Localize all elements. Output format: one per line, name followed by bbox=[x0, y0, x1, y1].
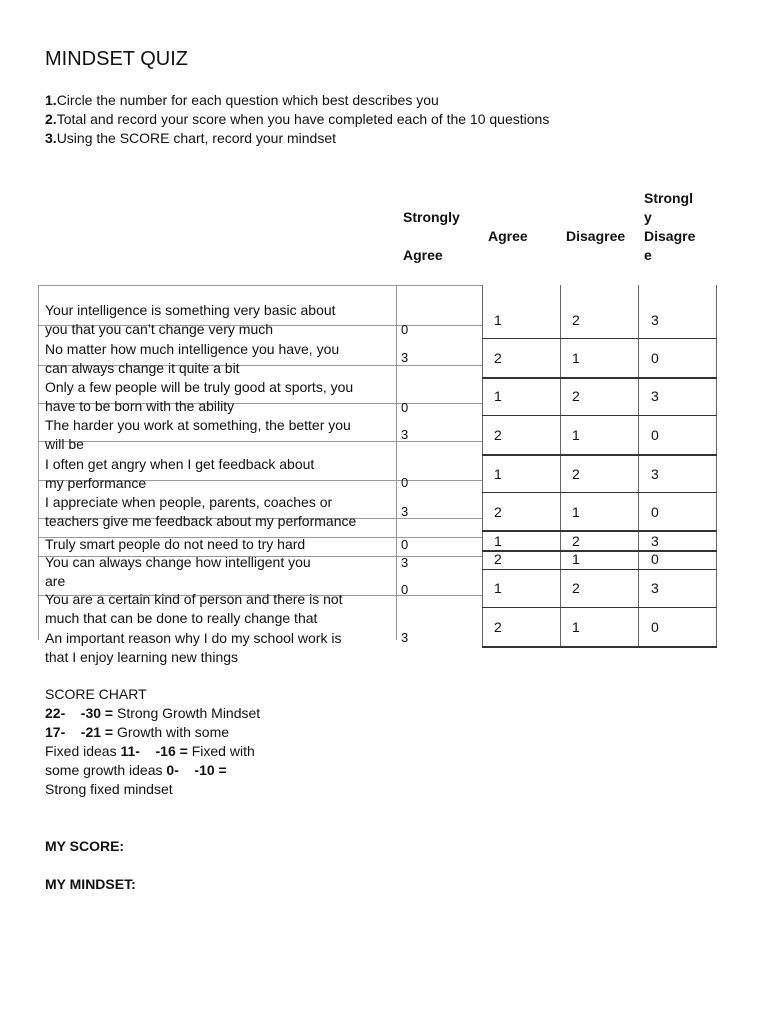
header-strongly-disagree-1: Strongl bbox=[644, 190, 693, 206]
strongly-disagree-value[interactable]: 3 bbox=[651, 388, 659, 404]
strongly-agree-value[interactable]: 3 bbox=[401, 350, 409, 365]
grid-line-vertical bbox=[716, 285, 717, 647]
agree-value[interactable]: 2 bbox=[494, 504, 502, 520]
question-text: that I enjoy learning new things bbox=[45, 649, 239, 665]
header-disagree: Disagree bbox=[566, 228, 626, 244]
disagree-value[interactable]: 1 bbox=[572, 504, 580, 520]
grid-line-horizontal bbox=[482, 530, 717, 532]
strongly-agree-value[interactable]: 0 bbox=[401, 322, 409, 337]
question-text: my performance bbox=[45, 475, 147, 491]
grid-line-vertical bbox=[638, 285, 639, 647]
score-chart-heading: SCORE CHART bbox=[45, 686, 147, 702]
instruction-number: 3. bbox=[45, 130, 57, 146]
table-column-divider bbox=[396, 285, 397, 640]
question-3 bbox=[45, 378, 353, 416]
grid-line-horizontal bbox=[482, 607, 717, 608]
strongly-agree-value[interactable]: 0 bbox=[401, 475, 409, 490]
my-score-label: MY SCORE: bbox=[45, 838, 125, 854]
instruction-text: Total and record your score when you have completed each of the 10 questions bbox=[56, 111, 550, 127]
disagree-value[interactable]: 1 bbox=[572, 619, 580, 635]
strongly-disagree-value[interactable]: 0 bbox=[651, 504, 659, 520]
grid-line-vertical bbox=[560, 285, 561, 647]
table-border-left bbox=[38, 285, 39, 640]
question-7 bbox=[45, 535, 305, 554]
strongly-disagree-value[interactable]: 3 bbox=[651, 533, 659, 549]
disagree-value[interactable]: 2 bbox=[572, 312, 580, 328]
grid-line-horizontal bbox=[482, 338, 717, 339]
grid-line-horizontal bbox=[482, 492, 717, 493]
strongly-agree-value[interactable]: 3 bbox=[401, 630, 409, 645]
question-8 bbox=[45, 553, 311, 591]
question-text: are bbox=[45, 573, 66, 589]
header-strongly-agree-1: Strongly bbox=[403, 209, 460, 225]
agree-value[interactable]: 2 bbox=[494, 619, 502, 635]
question-text: I appreciate when people, parents, coaches or bbox=[45, 494, 333, 510]
grid-line-horizontal bbox=[482, 646, 717, 648]
strongly-agree-value[interactable]: 3 bbox=[401, 427, 409, 442]
strongly-disagree-value[interactable]: 3 bbox=[651, 466, 659, 482]
score-range-end: -21 = bbox=[80, 724, 114, 740]
strongly-disagree-value[interactable]: 0 bbox=[651, 350, 659, 366]
instruction-number: 2. bbox=[45, 111, 57, 127]
score-range-end: -16 = bbox=[155, 743, 188, 759]
strongly-agree-value[interactable]: 0 bbox=[401, 400, 409, 415]
instruction-text: Using the SCORE chart, record your mindset bbox=[56, 130, 337, 146]
disagree-value[interactable]: 2 bbox=[572, 580, 580, 596]
question-text: The harder you work at something, the better you bbox=[45, 417, 351, 433]
agree-value[interactable]: 1 bbox=[494, 466, 502, 482]
score-range-row bbox=[45, 780, 260, 799]
question-1 bbox=[45, 301, 336, 339]
question-5 bbox=[45, 455, 314, 493]
question-text: An important reason why I do my school work is bbox=[45, 630, 342, 646]
grid-line-horizontal bbox=[482, 550, 717, 552]
score-range-label: Growth with some bbox=[117, 724, 230, 740]
question-text: Only a few people will be truly good at sports, you bbox=[45, 379, 354, 395]
disagree-value[interactable]: 2 bbox=[572, 466, 580, 482]
question-text: You are a certain kind of person and there is not bbox=[45, 591, 343, 607]
grid-line-horizontal bbox=[482, 454, 717, 456]
disagree-value[interactable]: 1 bbox=[572, 551, 580, 567]
header-strongly-disagree-2: y bbox=[644, 209, 652, 225]
question-text: I often get angry when I get feedback about bbox=[45, 456, 315, 472]
strongly-disagree-value[interactable]: 0 bbox=[651, 427, 659, 443]
agree-value[interactable]: 2 bbox=[494, 350, 502, 366]
agree-value[interactable]: 1 bbox=[494, 312, 502, 328]
score-range-label: Fixed with bbox=[191, 743, 255, 759]
score-range-label: Fixed ideas bbox=[45, 743, 117, 759]
question-text: much that can be done to really change that bbox=[45, 610, 318, 626]
strongly-agree-value[interactable]: 3 bbox=[401, 504, 409, 519]
score-range-end: -10 = bbox=[194, 762, 227, 778]
question-6 bbox=[45, 493, 356, 531]
instruction-text: Circle the number for each question which best describes you bbox=[56, 92, 439, 108]
header-agree: Agree bbox=[488, 228, 528, 244]
disagree-value[interactable]: 2 bbox=[572, 533, 580, 549]
score-range-start: 22- bbox=[45, 705, 66, 721]
agree-value[interactable]: 1 bbox=[494, 388, 502, 404]
question-text: have to be born with the ability bbox=[45, 398, 235, 414]
agree-value[interactable]: 1 bbox=[494, 533, 502, 549]
question-text: Truly smart people do not need to try hard bbox=[45, 536, 306, 552]
strongly-disagree-value[interactable]: 0 bbox=[651, 619, 659, 635]
score-range-end: -30 = bbox=[80, 705, 114, 721]
question-text: can always change it quite a bit bbox=[45, 360, 240, 376]
score-range-row bbox=[45, 723, 260, 742]
strongly-disagree-value[interactable]: 0 bbox=[651, 551, 659, 567]
score-range-start: 17- bbox=[45, 724, 66, 740]
question-text: teachers give me feedback about my performance bbox=[45, 513, 357, 529]
strongly-agree-value[interactable]: 0 bbox=[401, 537, 409, 552]
agree-value[interactable]: 2 bbox=[494, 427, 502, 443]
disagree-value[interactable]: 1 bbox=[572, 427, 580, 443]
my-mindset-label: MY MINDSET: bbox=[45, 876, 136, 892]
question-text: will be bbox=[45, 436, 84, 452]
header-strongly-disagree-4: e bbox=[644, 247, 652, 263]
score-chart bbox=[45, 685, 260, 799]
score-range-start: 0- bbox=[166, 762, 179, 778]
question-4 bbox=[45, 416, 351, 454]
question-2 bbox=[45, 340, 339, 378]
instruction-1 bbox=[45, 92, 439, 108]
question-text: you that you can’t change very much bbox=[45, 321, 274, 337]
instruction-number: 1. bbox=[45, 92, 57, 108]
score-range-label: some growth ideas bbox=[45, 762, 163, 778]
score-range-label: Strong fixed mindset bbox=[45, 781, 173, 797]
question-text: You can always change how intelligent you bbox=[45, 554, 311, 570]
strongly-agree-value[interactable]: 3 bbox=[401, 555, 409, 570]
disagree-value[interactable]: 1 bbox=[572, 350, 580, 366]
score-range-start: 11- bbox=[120, 743, 140, 759]
question-9 bbox=[45, 590, 343, 628]
score-range-label: Strong Growth Mindset bbox=[117, 705, 261, 721]
header-strongly-disagree-3: Disagre bbox=[644, 228, 696, 244]
strongly-disagree-value[interactable]: 3 bbox=[651, 580, 659, 596]
page-title: MINDSET QUIZ bbox=[45, 48, 188, 70]
header-strongly-agree-2: Agree bbox=[403, 247, 443, 263]
instruction-3 bbox=[45, 130, 336, 146]
strongly-agree-value[interactable]: 0 bbox=[401, 582, 409, 597]
score-range-row bbox=[45, 761, 260, 780]
agree-value[interactable]: 1 bbox=[494, 580, 502, 596]
grid-line-horizontal bbox=[482, 415, 717, 416]
grid-line-horizontal bbox=[482, 377, 717, 379]
score-range-row bbox=[45, 704, 260, 723]
instruction-2 bbox=[45, 111, 549, 127]
disagree-value[interactable]: 2 bbox=[572, 388, 580, 404]
question-text: Your intelligence is something very basic about bbox=[45, 302, 336, 318]
question-text: No matter how much intelligence you have, you bbox=[45, 341, 340, 357]
grid-line-vertical bbox=[482, 285, 483, 647]
grid-line-horizontal bbox=[482, 569, 717, 570]
strongly-disagree-value[interactable]: 3 bbox=[651, 312, 659, 328]
score-range-row bbox=[45, 742, 260, 761]
question-10 bbox=[45, 629, 341, 667]
agree-value[interactable]: 2 bbox=[494, 551, 502, 567]
table-border-top bbox=[38, 285, 483, 286]
